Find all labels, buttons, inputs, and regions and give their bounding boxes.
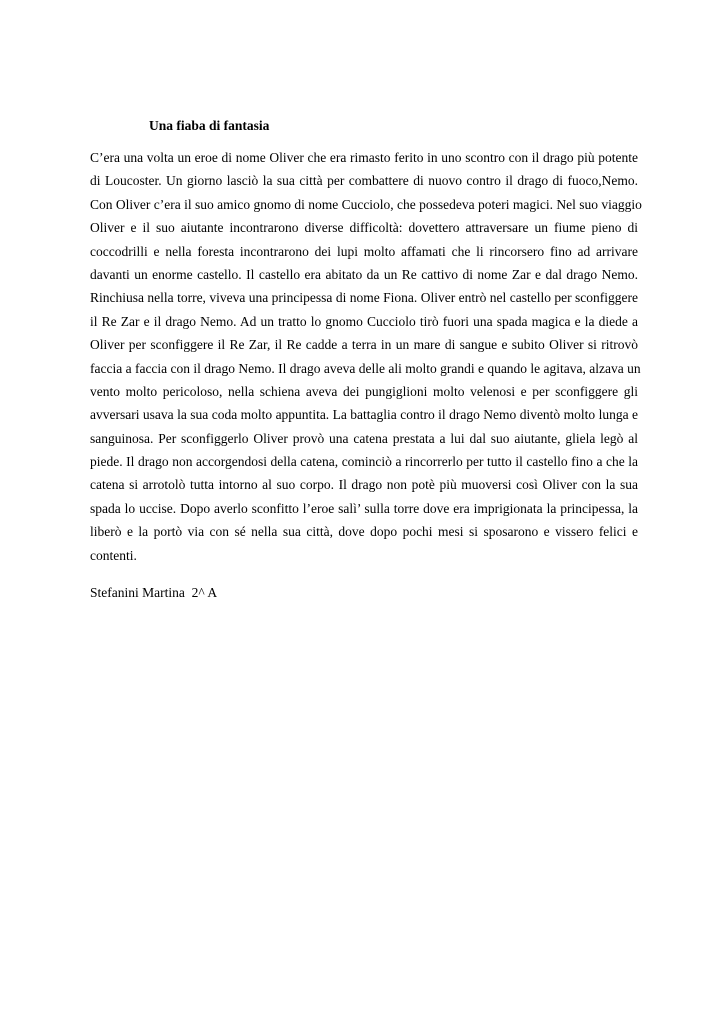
body-line: di Loucoster. Un giorno lasciò la sua città per combattere di nuovo contro il drago di fuoco,Nemo. [90, 173, 638, 189]
body-line: il Re Zar e il drago Nemo. Ad un tratto lo gnomo Cucciolo tirò fuori una spada magica e la diede a [90, 313, 638, 329]
body-line: C’era una volta un eroe di nome Oliver che era rimasto ferito in uno scontro con il drago più potente [90, 150, 638, 165]
body-line: faccia a faccia con il drago Nemo. Il drago aveva delle ali molto grandi e quando le agitava, alzava un [90, 360, 641, 376]
body-line: coccodrilli e nella foresta incontrarono dei lupi molto affamati che li rincorsero fino ad arrivare [90, 243, 638, 259]
document-title: Una fiaba di fantasia [149, 118, 270, 133]
body-line: vento molto pericoloso, nella schiena aveva dei pungiglioni molto velenosi e per sconfiggere gli [90, 383, 638, 399]
body-line: avversari usava la sua coda molto appuntita. La battaglia contro il drago Nemo diventò molto lunga e [90, 407, 638, 423]
body-line: liberò e la portò via con sé nella sua città, dove dopo pochi mesi si sposarono e vissero felici e [90, 524, 638, 540]
body-line: spada lo uccise. Dopo averlo sconfitto l’eroe salì’ sulla torre dove era imprigionata la principessa, la [90, 500, 638, 516]
body-line: sanguinosa. Per sconfiggerlo Oliver provò una catena prestata a lui dal suo aiutante, gliela legò al [90, 430, 638, 446]
body-line: Con Oliver c’era il suo amico gnomo di nome Cucciolo, che possedeva poteri magici. Nel suo viaggio [90, 196, 642, 212]
body-line: Rinchiusa nella torre, viveva una principessa di nome Fiona. Oliver entrò nel castello per sconfiggere [90, 290, 638, 306]
body-line: Oliver per sconfiggere il Re Zar, il Re cadde a terra in un mare di sangue e subito Oliver si ritrovò [90, 337, 638, 353]
body-line: catena si arrotolò tutta intorno al suo corpo. Il drago non potè più muoversi così Oliver con la sua [90, 477, 638, 493]
body-line: davanti un enorme castello. Il castello era abitato da un Re cattivo di nome Zar e dal drago Nemo. [90, 266, 638, 282]
body-line: contenti. [90, 547, 137, 563]
body-line: Oliver e il suo aiutante incontrarono diverse difficoltà: dovettero attraversare un fiume pieno di [90, 220, 638, 236]
body-line: piede. Il drago non accorgendosi della catena, cominciò a rincorrerlo per tutto il castello fino a che la [90, 454, 638, 470]
author-signature: Stefanini Martina 2^ A [90, 585, 218, 600]
story-body [90, 146, 642, 567]
